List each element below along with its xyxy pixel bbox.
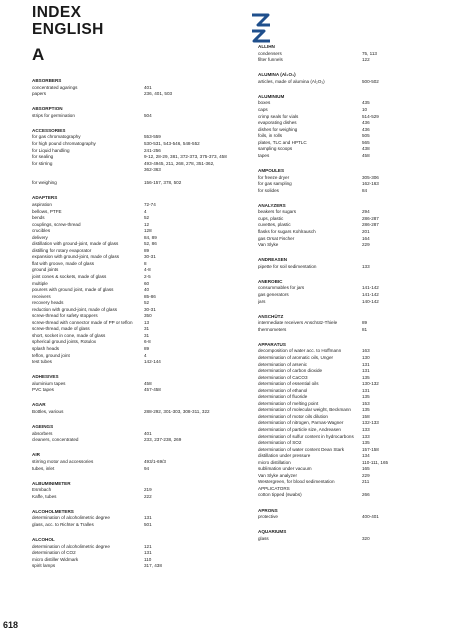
index-pages: 401 bbox=[144, 84, 152, 90]
index-section bbox=[32, 537, 238, 570]
index-entry bbox=[32, 180, 238, 187]
index-term: determination of arsenic bbox=[258, 361, 308, 367]
index-section bbox=[258, 257, 428, 270]
index-pages: 219 bbox=[144, 487, 152, 493]
index-section bbox=[32, 402, 238, 415]
index-term: tapes bbox=[258, 152, 270, 158]
index-term: beakers for sugars bbox=[258, 209, 297, 215]
index-pages: 266 bbox=[362, 492, 370, 498]
index-term: glass, acc. to Richter & Tralles bbox=[32, 521, 94, 527]
index-term: determination of sulfur content in hydrocarbons bbox=[258, 433, 354, 439]
index-term: determination of fluoride bbox=[258, 394, 308, 400]
index-entry bbox=[32, 113, 238, 120]
index-heading: ABSORPTION bbox=[32, 106, 63, 112]
index-pages: 8 bbox=[144, 260, 147, 266]
index-pages: 2-5 bbox=[144, 274, 151, 279]
index-term: cups, plastic bbox=[258, 215, 284, 221]
index-pages: 135 bbox=[362, 407, 370, 413]
index-term: couplings, screw-thread bbox=[32, 221, 81, 227]
index-entry bbox=[32, 409, 238, 416]
index-pages: 229 bbox=[362, 242, 370, 248]
index-term: strips for germination bbox=[32, 112, 75, 118]
index-term: determination of SO2 bbox=[258, 440, 302, 446]
index-pages: 81 bbox=[362, 326, 368, 332]
index-pages: 13 bbox=[144, 319, 150, 325]
index-term: micro distiller Widmark bbox=[32, 556, 79, 562]
index-pages: 30-31 bbox=[144, 306, 156, 312]
index-term: for solides bbox=[258, 187, 279, 193]
index-term: multiple bbox=[32, 280, 48, 286]
index-pages: 401 bbox=[144, 430, 152, 436]
index-pages: 458 bbox=[362, 152, 370, 158]
index-term: decomposition of water acc. to Hoffmann bbox=[258, 348, 342, 354]
index-term: spherical ground joints, Rotulox bbox=[32, 339, 97, 345]
index-term: screw-thread with connector made of PP or teflon bbox=[32, 319, 133, 325]
index-term: Westergreen, for blood sedimentation bbox=[258, 479, 335, 485]
index-pages: 158 bbox=[362, 413, 370, 419]
index-pages: 133 bbox=[362, 427, 370, 432]
index-pages: 89 bbox=[144, 346, 150, 352]
index-heading: ALBUMINIMETER bbox=[32, 480, 71, 486]
index-term: dishes for weighing bbox=[258, 126, 298, 132]
page-title bbox=[32, 4, 104, 38]
index-section bbox=[258, 508, 428, 521]
index-pages: 162-163 bbox=[362, 181, 379, 187]
index-entry bbox=[258, 536, 428, 543]
index-term: Kaffe, tubes bbox=[32, 493, 57, 499]
index-column-right bbox=[258, 44, 428, 551]
index-entry bbox=[258, 153, 428, 160]
title-line-english: ENGLISH bbox=[32, 21, 104, 38]
index-term: caps bbox=[258, 107, 268, 113]
index-section bbox=[258, 44, 428, 64]
index-heading: AGAR bbox=[32, 402, 46, 408]
index-term: plates, TLC and HPTLC bbox=[258, 139, 307, 145]
index-term: absorbers bbox=[32, 430, 53, 436]
index-pages: 438 bbox=[362, 146, 370, 152]
index-pages: 132-133 bbox=[362, 420, 379, 426]
index-pages: 320 bbox=[362, 535, 370, 541]
index-term: intermediate receivers Anschütz-Thiele bbox=[258, 320, 338, 326]
index-entry bbox=[32, 466, 238, 473]
index-term: determination of ethanol bbox=[258, 387, 308, 393]
index-pages: 211 bbox=[362, 479, 370, 485]
index-term: sampling scoops bbox=[258, 146, 293, 152]
index-heading: ALLIHN bbox=[258, 44, 275, 49]
index-pages: 131 bbox=[362, 361, 370, 367]
index-pages: 110 bbox=[144, 556, 152, 562]
index-pages: 131 bbox=[144, 515, 152, 521]
index-pages: 133 bbox=[362, 433, 370, 439]
index-term: concentrated agarings bbox=[32, 84, 78, 90]
index-pages: 131 bbox=[362, 387, 370, 393]
index-term: teflon, ground joint bbox=[32, 352, 70, 358]
index-heading: ADHESIVES bbox=[32, 374, 59, 380]
index-pages: 565 bbox=[362, 139, 370, 145]
index-term: aspiration bbox=[32, 201, 52, 207]
index-term: sublimation under vacuum bbox=[258, 466, 312, 472]
index-pages: 131 bbox=[362, 368, 370, 374]
index-pages: 164 bbox=[362, 235, 370, 241]
index-term: determination of alcoholimetric degree bbox=[32, 515, 110, 521]
index-term: delivery bbox=[32, 234, 48, 240]
index-section bbox=[32, 106, 238, 119]
section-letter: A bbox=[32, 45, 45, 64]
index-pages: 135 bbox=[362, 374, 370, 380]
index-pages: 317, 438 bbox=[144, 563, 162, 569]
index-pages: 30-31 bbox=[144, 254, 156, 260]
index-pages: 135 bbox=[362, 440, 370, 446]
index-pages: 128 bbox=[144, 228, 152, 234]
index-term: joint cones & sockets, made of glass bbox=[32, 274, 107, 279]
index-term: for stirring bbox=[32, 160, 53, 166]
index-pages: 362-363 bbox=[144, 167, 161, 173]
index-section bbox=[32, 78, 238, 98]
index-pages: 140-142 bbox=[362, 298, 379, 304]
index-term: determination of alcoholimetric degree bbox=[32, 543, 110, 549]
index-pages: 500-502 bbox=[362, 78, 379, 84]
index-heading: AGEINGS bbox=[32, 424, 54, 430]
index-term: for weighing bbox=[32, 180, 57, 186]
index-pages: 84 bbox=[362, 187, 368, 193]
index-section bbox=[32, 452, 238, 472]
index-pages: 305-306 bbox=[362, 174, 379, 180]
index-pages: 130 bbox=[362, 354, 370, 360]
index-pages: 236, 401, 503 bbox=[144, 91, 173, 97]
index-pages: 31 bbox=[144, 326, 150, 332]
index-pages: 157-158 bbox=[362, 446, 379, 452]
index-section bbox=[258, 279, 428, 305]
index-pages: 40 bbox=[144, 287, 150, 293]
index-section bbox=[258, 203, 428, 249]
index-term: for sealing bbox=[32, 154, 54, 160]
index-pages: 85-86 bbox=[144, 293, 156, 299]
index-term: cleaners, concentrated bbox=[32, 437, 79, 443]
index-heading: AIR bbox=[32, 452, 40, 458]
index-heading: ACCESSORIES bbox=[32, 127, 66, 133]
index-term: for Liquid handling bbox=[32, 147, 70, 153]
index-section bbox=[32, 128, 238, 187]
index-pages: 201 bbox=[362, 228, 370, 234]
index-term: determination of water content Dean Stark bbox=[258, 446, 345, 452]
index-section bbox=[258, 72, 428, 85]
index-term: screw-thread, made of glass bbox=[32, 326, 90, 332]
index-pages: 553-559 bbox=[144, 134, 161, 140]
index-pages: 400-401 bbox=[362, 514, 379, 520]
index-term: determination of nitrogen, Parnas-Wagner bbox=[258, 420, 344, 426]
index-pages: 504 bbox=[144, 112, 152, 118]
index-pages: 133 bbox=[362, 263, 370, 269]
index-term: test tubes bbox=[32, 359, 52, 365]
index-pages: 286-287 bbox=[362, 222, 379, 228]
index-term: crucibles bbox=[32, 228, 51, 234]
index-pages: 458 bbox=[144, 380, 152, 386]
index-pages: 514-529 bbox=[362, 113, 379, 119]
index-pages: 142-144 bbox=[144, 359, 161, 365]
index-pages: 435 bbox=[362, 100, 370, 106]
index-pages: 10 bbox=[362, 107, 368, 113]
index-term: for freeze dryer bbox=[258, 174, 290, 180]
index-pages: 89 bbox=[144, 247, 150, 253]
index-pages: 110-111, 165 bbox=[362, 459, 389, 465]
index-pages: 122 bbox=[362, 57, 370, 63]
index-heading: AQUARIUMS bbox=[258, 529, 287, 535]
index-pages: 131 bbox=[144, 550, 152, 556]
index-term: protective bbox=[258, 514, 278, 520]
index-term: Van Slyke bbox=[258, 242, 279, 248]
index-term: distilling for rotary evaporator bbox=[32, 247, 92, 253]
index-pages: 294 bbox=[362, 209, 370, 215]
title-line-index: INDEX bbox=[32, 4, 82, 21]
index-heading: ALUMINA (Al₂O₃) bbox=[258, 72, 296, 78]
index-pages: 134 bbox=[362, 453, 370, 459]
index-entry bbox=[258, 299, 428, 306]
index-heading: ALCOHOLMETERS bbox=[32, 508, 74, 514]
index-pages: 222 bbox=[144, 493, 152, 499]
index-entry bbox=[32, 563, 238, 570]
index-pages: 493-4945, 211, 268, 278, 351-362, bbox=[144, 160, 215, 166]
index-term: recovery heads bbox=[32, 300, 64, 306]
index-term: splash heads bbox=[32, 346, 60, 352]
index-pages: 288-292, 301-303, 308-311, 322 bbox=[144, 409, 210, 415]
index-term: foils, in rolls bbox=[258, 133, 282, 139]
index-pages: 501 bbox=[144, 521, 152, 527]
index-pages: 163 bbox=[362, 348, 370, 354]
index-entry bbox=[258, 188, 428, 195]
index-term: papers bbox=[32, 91, 47, 97]
index-section bbox=[258, 342, 428, 499]
index-term: flasks for sugars Kohlrausch bbox=[258, 228, 316, 234]
index-term: bends bbox=[32, 215, 45, 221]
index-term: expansion with ground-joint, made of glass bbox=[32, 254, 120, 260]
index-term: stirring motor and accessories bbox=[32, 458, 94, 464]
index-pages: 12 bbox=[144, 221, 150, 227]
index-term: pipette for soil sedimentation bbox=[258, 263, 317, 269]
company-logo-icon bbox=[248, 12, 274, 44]
index-pages: 52, 86 bbox=[144, 241, 157, 247]
index-pages: 153 bbox=[362, 400, 370, 406]
index-heading: ALUMINIUM bbox=[258, 93, 285, 99]
index-pages: 286-287 bbox=[362, 215, 379, 221]
index-term: for gas chromatography bbox=[32, 134, 81, 140]
index-term: determination of CaCO3 bbox=[258, 374, 308, 380]
index-pages: 505 bbox=[362, 133, 370, 139]
index-pages: 75, 113 bbox=[362, 50, 377, 56]
index-term: cuvettes, plastic bbox=[258, 222, 291, 228]
index-term: for high pound chromatography bbox=[32, 141, 96, 147]
index-term: crimp seals for vials bbox=[258, 113, 299, 119]
index-term: spirit lamps bbox=[32, 563, 56, 569]
index-section bbox=[32, 195, 238, 365]
index-term: short, socket in cone, made of glass bbox=[32, 332, 106, 338]
index-term: filter funnels bbox=[258, 57, 283, 63]
index-heading: APRONS bbox=[258, 507, 278, 513]
index-term: determination of molecular weight, Beckmann bbox=[258, 407, 351, 413]
index-pages: 6-8 bbox=[144, 339, 151, 345]
index-term: boxes bbox=[258, 100, 271, 106]
index-term: PVC tapes bbox=[32, 387, 54, 393]
index-pages: 165 bbox=[362, 466, 370, 472]
index-term: for gas sampling bbox=[258, 181, 292, 187]
index-term: reduction with ground-joint, made of glass bbox=[32, 306, 118, 312]
index-term: screw-thread for safety stoppers bbox=[32, 313, 98, 319]
index-term: determination of carbon dioxide bbox=[258, 368, 323, 374]
index-section bbox=[258, 168, 428, 194]
index-term: determination of particle size, Andreasen bbox=[258, 427, 341, 432]
index-entry bbox=[258, 327, 428, 334]
index-entry bbox=[258, 514, 428, 521]
index-term: aluminium tapes bbox=[32, 380, 66, 386]
index-term: distillation with ground-joint, made of glass bbox=[32, 241, 119, 247]
index-heading: ANSCHÜTZ bbox=[258, 313, 284, 319]
index-term: gas generators bbox=[258, 291, 289, 297]
index-entry bbox=[32, 494, 238, 501]
index-pages: 241-256 bbox=[144, 147, 161, 153]
index-heading: ABSORBERS bbox=[32, 78, 62, 83]
index-entry bbox=[32, 522, 238, 529]
index-entry bbox=[32, 387, 238, 394]
index-term: determination of CO2 bbox=[32, 550, 76, 556]
index-pages: 436 bbox=[362, 126, 370, 132]
index-pages: 141-142 bbox=[362, 291, 379, 297]
index-heading: APPARATUS bbox=[258, 341, 286, 347]
index-term: thermometers bbox=[258, 326, 287, 332]
index-term: Van Slyke analyzer bbox=[258, 472, 297, 478]
index-term: determination of motor oils dilution bbox=[258, 413, 328, 419]
index-heading: ANALYZERS bbox=[258, 202, 286, 208]
index-pages: 436 bbox=[362, 120, 370, 126]
index-pages: 135 bbox=[362, 394, 370, 400]
index-pages: 350 bbox=[144, 313, 152, 319]
index-section bbox=[32, 374, 238, 394]
index-pages: 31 bbox=[144, 332, 150, 338]
index-entry bbox=[258, 492, 428, 499]
index-pages: 89 bbox=[362, 320, 368, 326]
index-term: articles, made of alumina (Al₂O₃) bbox=[258, 78, 325, 84]
index-pages: 457-458 bbox=[144, 387, 161, 393]
index-entry bbox=[258, 79, 428, 86]
index-entry bbox=[258, 57, 428, 64]
index-term: flat with groove, made of glass bbox=[32, 260, 95, 266]
index-section bbox=[258, 314, 428, 334]
index-term: tubes, inlet bbox=[32, 465, 55, 471]
index-entry bbox=[32, 91, 238, 98]
index-term: determination of melting point bbox=[258, 400, 319, 406]
index-pages: 229 bbox=[362, 472, 370, 478]
index-term: pourers with ground joint, made of glass bbox=[32, 287, 114, 293]
index-section bbox=[258, 94, 428, 159]
index-term: gas Orsat Fischer bbox=[258, 235, 295, 241]
index-pages: 52 bbox=[144, 300, 150, 306]
index-section bbox=[32, 424, 238, 444]
index-pages: 121 bbox=[144, 543, 152, 549]
index-term: jars bbox=[258, 298, 266, 304]
index-pages: 84, 89 bbox=[144, 234, 157, 240]
index-heading: AMPOULES bbox=[258, 167, 285, 173]
index-term: cotton tipped (swabs) bbox=[258, 492, 302, 498]
index-column-left bbox=[32, 78, 238, 578]
index-term: Bottles, various bbox=[32, 409, 64, 415]
index-term: distillation under pressure bbox=[258, 453, 311, 459]
index-section bbox=[32, 481, 238, 501]
index-entry bbox=[258, 264, 428, 271]
index-term: consummables for jars bbox=[258, 285, 305, 291]
index-pages: 9-12, 28-29, 381, 372-373, 375-373, 458 bbox=[144, 154, 227, 160]
index-pages: 60 bbox=[144, 280, 150, 286]
index-term: micro distillation bbox=[258, 459, 291, 465]
index-pages: 141-142 bbox=[362, 285, 379, 291]
index-heading: ALCOHOL bbox=[32, 537, 55, 543]
index-pages: 4 bbox=[144, 208, 147, 214]
index-heading: ANEROBIC bbox=[258, 278, 283, 284]
index-term: receivers bbox=[32, 293, 51, 299]
index-pages: 233, 237-238, 269 bbox=[144, 437, 182, 443]
index-section bbox=[258, 529, 428, 542]
index-pages: 530-531, 543-546, 548-552 bbox=[144, 141, 200, 147]
index-pages: 72-74 bbox=[144, 201, 156, 207]
index-term: Esmbach bbox=[32, 487, 52, 493]
index-heading: ADAPTERS bbox=[32, 195, 58, 201]
index-entry bbox=[32, 437, 238, 444]
index-pages: 156-157, 378, 502 bbox=[144, 180, 182, 186]
page-number: 618 bbox=[3, 620, 19, 630]
index-pages: 52 bbox=[144, 215, 150, 221]
index-entry bbox=[258, 242, 428, 249]
index-term: condensers bbox=[258, 50, 282, 56]
index-term: glass bbox=[258, 535, 269, 541]
index-section bbox=[32, 509, 238, 529]
index-pages: 94 bbox=[144, 465, 150, 471]
index-pages: 130-132 bbox=[362, 381, 379, 387]
index-term: ground joints bbox=[32, 267, 59, 273]
index-term: bellows, PTFE bbox=[32, 208, 62, 214]
index-entry bbox=[32, 359, 238, 366]
index-term: evaporating dishes bbox=[258, 120, 297, 126]
index-pages: 4-8 bbox=[144, 267, 151, 273]
index-term: determination of aromatic oils, Unger bbox=[258, 354, 334, 360]
index-pages: 4 bbox=[144, 352, 147, 358]
index-pages: 493/1-69/3 bbox=[144, 458, 166, 464]
index-term: APPLICATORS bbox=[258, 485, 290, 491]
index-heading: ANDREASEN bbox=[258, 257, 288, 263]
index-term: determination of essential oils bbox=[258, 381, 319, 387]
